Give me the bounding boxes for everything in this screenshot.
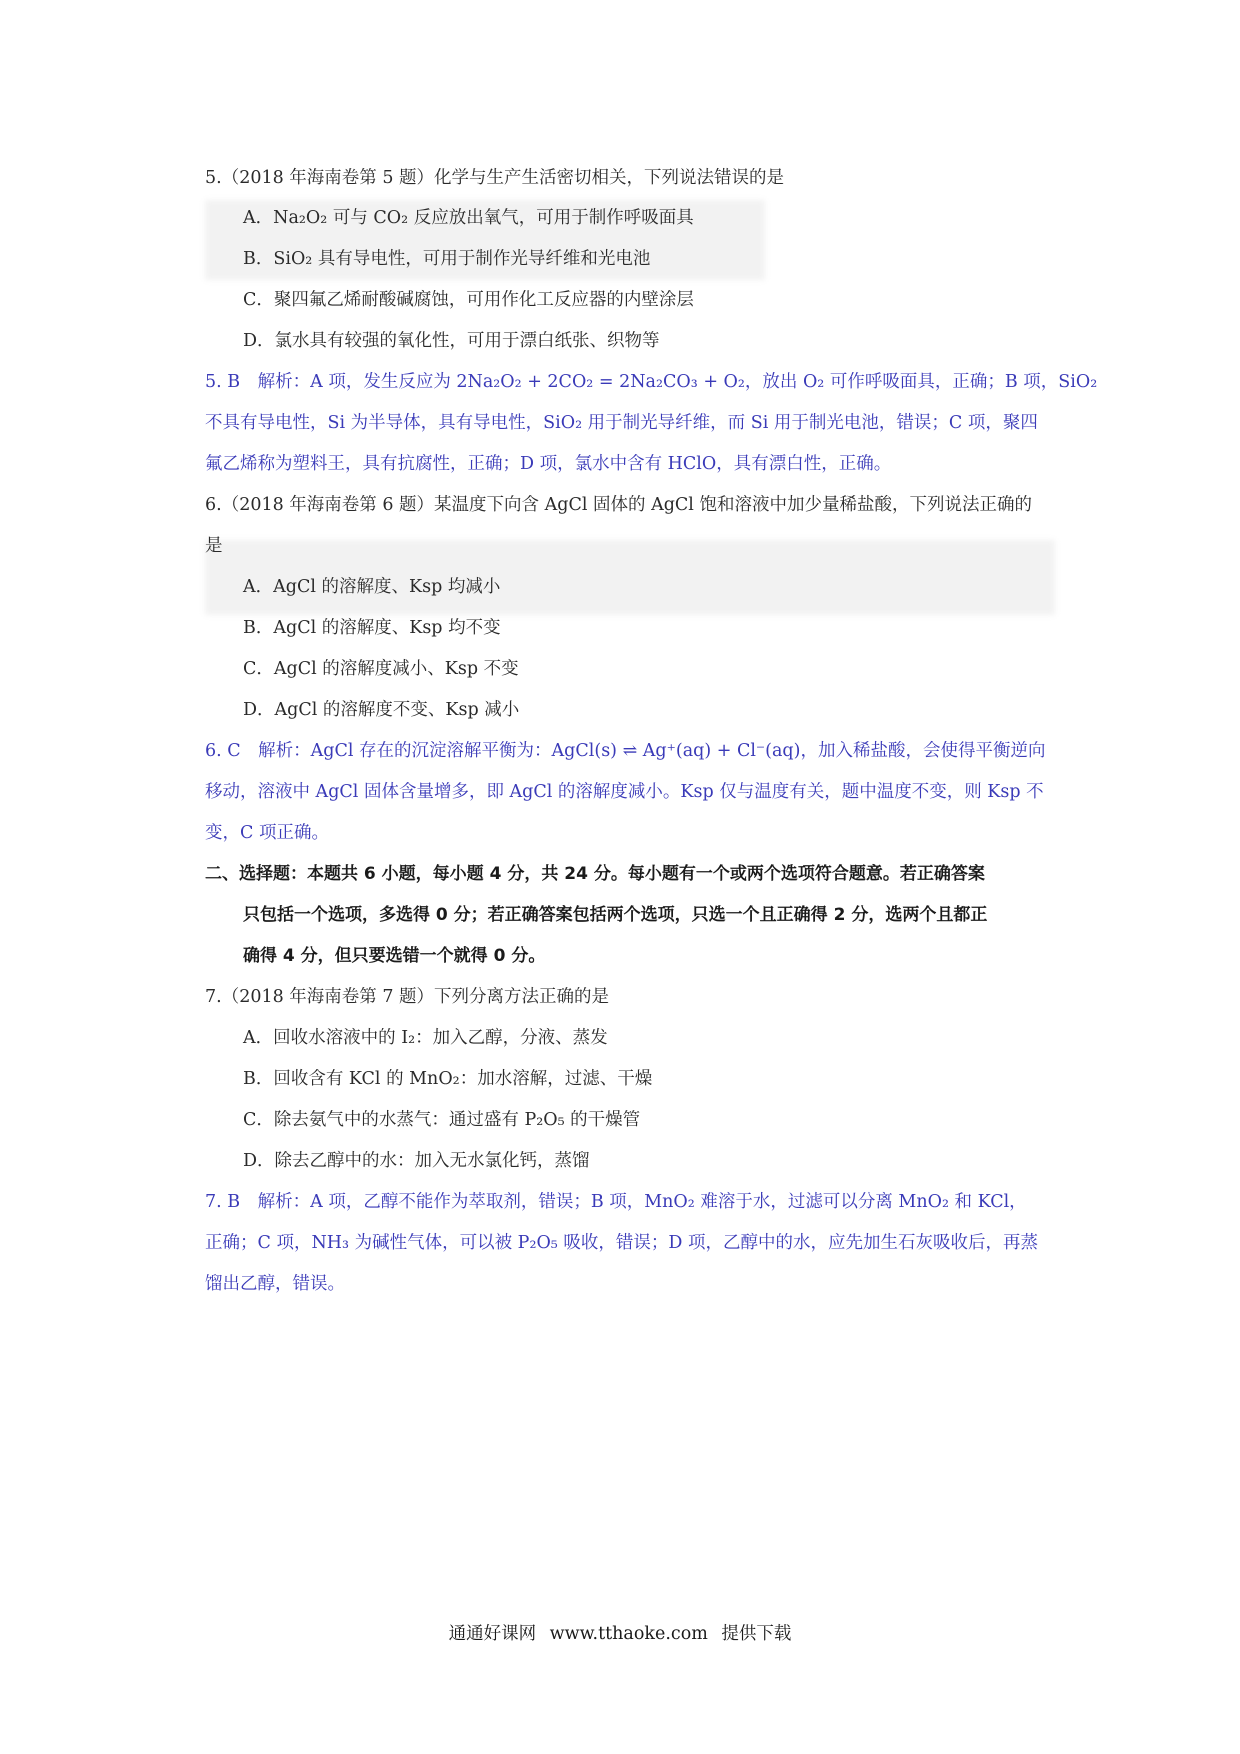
question-5-option-d: D．氯水具有较强的氧化性，可用于漂白纸张、织物等	[243, 331, 660, 351]
question-7-option-a: A．回收水溶液中的 I₂：加入乙醇，分液、蒸发	[243, 1028, 608, 1048]
question-7-option-b: B．回收含有 KCl 的 MnO₂：加水溶解，过滤、干燥	[243, 1069, 653, 1089]
question-6-option-b: B．AgCl 的溶解度、Ksp 均不变	[243, 618, 501, 638]
footer-url[interactable]: www.tthaoke.com	[549, 1624, 708, 1644]
question-6-answer-line-3: 变，C 项正确。	[205, 823, 329, 843]
question-6-answer-line-1: 6. C 解析：AgCl 存在的沉淀溶解平衡为：AgCl(s) ⇌ Ag⁺(aq) + Cl⁻(aq)，加入稀盐酸，会使得平衡逆向	[205, 741, 1046, 761]
question-7-answer-line-3: 馏出乙醇，错误。	[205, 1274, 345, 1294]
question-6-stem-line-2: 是	[205, 536, 223, 556]
question-7-answer-line-1: 7. B 解析：A 项，乙醇不能作为萃取剂，错误；B 项，MnO₂ 难溶于水，过滤可以分离 MnO₂ 和 KCl，	[205, 1192, 1027, 1212]
question-7-stem: 7.（2018 年海南卷第 7 题）下列分离方法正确的是	[205, 987, 610, 1007]
question-5-answer-line-2: 不具有导电性，Si 为半导体，具有导电性，SiO₂ 用于制光导纤维，而 Si 用于制光电池，错误；C 项，聚四	[205, 413, 1038, 433]
section-2-heading-line-2: 只包括一个选项，多选得 0 分；若正确答案包括两个选项，只选一个且正确得 2 分，选两个且都正	[243, 905, 988, 925]
question-5-stem: 5.（2018 年海南卷第 5 题）化学与生产生活密切相关，下列说法错误的是	[205, 168, 785, 188]
question-6-option-a: A．AgCl 的溶解度、Ksp 均减小	[243, 577, 501, 597]
question-5-option-b: B．SiO₂ 具有导电性，可用于制作光导纤维和光电池	[243, 249, 651, 269]
question-7-option-d: D．除去乙醇中的水：加入无水氯化钙，蒸馏	[243, 1151, 590, 1171]
section-2-heading-line-1: 二、选择题：本题共 6 小题，每小题 4 分，共 24 分。每小题有一个或两个选项符合题意。若正确答案	[205, 864, 985, 884]
question-6-option-d: D．AgCl 的溶解度不变、Ksp 减小	[243, 700, 520, 720]
question-5-option-c: C．聚四氟乙烯耐酸碱腐蚀，可用作化工反应器的内壁涂层	[243, 290, 694, 310]
question-6-answer-line-2: 移动，溶液中 AgCl 固体含量增多，即 AgCl 的溶解度减小。Ksp 仅与温度有关，题中温度不变，则 Ksp 不	[205, 782, 1044, 802]
question-6-option-c: C．AgCl 的溶解度减小、Ksp 不变	[243, 659, 519, 679]
page-footer	[0, 1620, 1240, 1645]
question-7-option-c: C．除去氨气中的水蒸气：通过盛有 P₂O₅ 的干燥管	[243, 1110, 641, 1130]
footer-site-name: 通通好课网	[448, 1624, 537, 1644]
question-6-stem-line-1: 6.（2018 年海南卷第 6 题）某温度下向含 AgCl 固体的 AgCl 饱和溶液中加少量稀盐酸，下列说法正确的	[205, 495, 1032, 515]
footer-suffix: 提供下载	[721, 1624, 792, 1644]
question-5-answer-line-1: 5. B 解析：A 项，发生反应为 2Na₂O₂ + 2CO₂ = 2Na₂CO₃ + O₂，放出 O₂ 可作呼吸面具，正确；B 项，SiO₂	[205, 372, 1098, 392]
section-2-heading-line-3: 确得 4 分，但只要选错一个就得 0 分。	[243, 946, 546, 966]
question-7-answer-line-2: 正确；C 项，NH₃ 为碱性气体，可以被 P₂O₅ 吸收，错误；D 项，乙醇中的水，应先加生石灰吸收后，再蒸	[205, 1233, 1038, 1253]
question-5-answer-line-3: 氟乙烯称为塑料王，具有抗腐性，正确；D 项，氯水中含有 HClO，具有漂白性，正确。	[205, 454, 892, 474]
question-5-option-a: A．Na₂O₂ 可与 CO₂ 反应放出氧气，可用于制作呼吸面具	[243, 208, 694, 228]
